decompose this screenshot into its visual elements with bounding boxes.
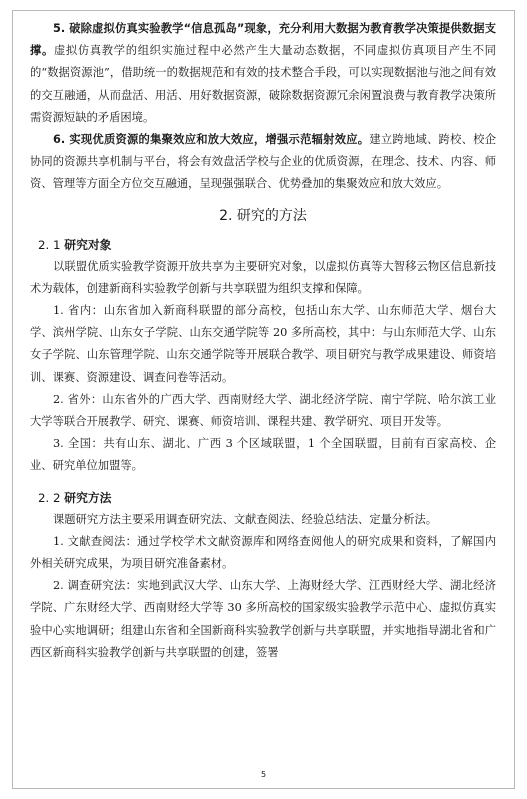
paragraph-5-lead: 5. 破除虚拟仿真实验教学“信息孤岛”现象，充分利用大数据为教育教学决策提供数据支撑。 (30, 22, 496, 58)
paragraph-5-text: 虚拟仿真教学的组织实施过程中必然产生大量动态数据，不同虚拟仿真项目产生不同的“数据资源池”，借助统一的数据规范和有效的技术整合手段，可以实现数据池与池之间有效的交互融通，从而盘活、用活、用好数据资源，破除数据资源冗余闲置浪费与教育教学决策所需资源短缺的矛盾困境。 (30, 44, 496, 124)
paragraph-6-text: 建立跨地域、跨校、校企协同的资源共享机制与平台，将会有效盘活学校与企业的优质资源，在理念、技术、内容、师资、管理等方面全方位交互融通，呈现强强联合、优势叠加的集聚效应和放大效应。 (30, 133, 496, 191)
page-number: 5 (260, 770, 267, 779)
document-body (30, 18, 496, 664)
research-method-intro: 课题研究方法主要采用调查研究法、文献查阅法、经验总结法、定量分析法。 (53, 512, 438, 526)
research-method-item-2: 2. 调查研究法：实地到武汉大学、山东大学、上海财经大学、江西财经大学、湖北经济学院、广东财经大学、西南财经大学等 30 多所高校的国家级实验教学示范中心、虚拟仿真实验中心实地调研；组建山东省和全国新商科实验教学创新与共享联盟，并实地指导湖北省和广西区新商科实验教学创新与共享联盟的创建，签署 (30, 579, 496, 659)
subsection-2-1-number: 2. 1 (38, 237, 61, 252)
spacer (30, 478, 496, 483)
section-2-heading: 2. 研究的方法 (219, 207, 307, 224)
paragraph-5 (30, 18, 496, 129)
subsection-2-2-title: 研究方法 (64, 490, 112, 505)
research-object-item-1: 1. 省内：山东省加入新商科联盟的部分高校，包括山东大学、山东师范大学、烟台大学、滨州学院、山东女子学院、山东交通学院等 20 多所高校，其中：与山东师范大学、山东女子学院、山东管理学院、山东交通学院等开展联合教学、项目研究与教学成果建设、师资培训、课赛、资源建设、调查问卷等活动。 (30, 304, 496, 384)
research-object-item-2: 2. 省外：山东省外的广西大学、西南财经大学、湖北经济学院、南宁学院、哈尔滨工业大学等联合开展教学、研究、课赛、师资培训、课程共建、教学研究、项目开发等。 (30, 392, 496, 429)
research-object-intro: 以联盟优质实验教学资源开放共享为主要研究对象，以虚拟仿真等大智移云物区信息新技术为载体，创建新商科实验教学创新与共享联盟为组织支撑和保障。 (30, 259, 496, 295)
subsection-2-2-heading (38, 487, 496, 509)
subsection-2-1-heading (38, 234, 496, 256)
paragraph-6 (30, 129, 496, 196)
paragraph-6-lead: 6. 实现优质资源的集聚效应和放大效应，增强示范辐射效应。 (53, 133, 370, 147)
subsection-2-2-number: 2. 2 (38, 490, 61, 505)
research-object-item-3: 3. 全国：共有山东、湖北、广西 3 个区域联盟，1 个全国联盟，目前有百家高校、企业、研究单位加盟等。 (30, 437, 496, 473)
research-method-item-1: 1. 文献查阅法：通过学校学术文献资源库和网络查阅他人的研究成果和资料，了解国内外相关研究成果，为项目研究准备素材。 (30, 534, 496, 571)
subsection-2-1-title: 研究对象 (64, 237, 112, 252)
